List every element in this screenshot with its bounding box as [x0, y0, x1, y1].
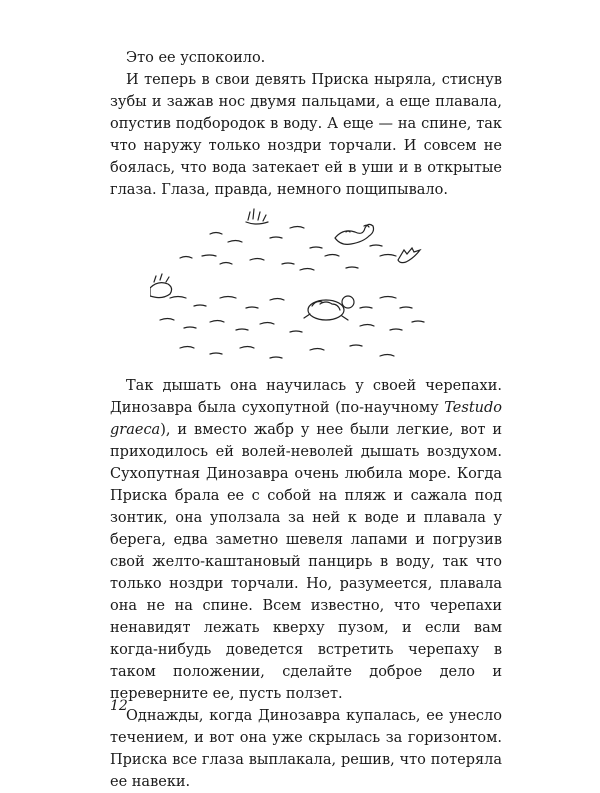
paragraph-2: И теперь в свои девять Приска ныряла, стиснув зубы и зажав нос двумя пальцами, а еще плавала, опустив подбородок в воду. А еще — на спине, так что наружу только ноздри торчали. И совсем не боялась, что вода затекает ей в уши и в открытые глаза. Глаза, правда, немного пощипывало. — [110, 72, 502, 198]
paragraph-3-latin-name: Testudo graeca — [110, 400, 502, 438]
paragraph-3-after: ), и вместо жабр у нее были легкие, вот и приходилось ей волей-неволей дышать воздухом. Сухопутная Динозавра очень любила море. Когда Приска брала ее с собой на пляж и сажала под зонтик, она уползала за ней к воде и плавала у берега, едва заметно шевеля лапами и погрузив свой желто-каштановый панцирь в воду, так что только ноздри торчали. Но, разумеется, плавала она не на спине. Всем известно, что черепахи ненавидят лежать кверху пузом, и если вам когда-нибудь доведется встретить черепаху в таком положении, сделайте доброе дело и переверните ее, пусть ползет. — [110, 422, 502, 702]
paragraph-4: Однажды, когда Динозавра купалась, ее унесло течением, и вот она уже скрылась за горизонтом. Приска все глаза выплакала, решив, что потеряла ее навеки. — [110, 708, 502, 790]
bottom-text-block — [110, 375, 502, 793]
paragraph-3-before: Так дышать она научилась у своей черепахи. Динозавра была сухопутной (по-научному — [110, 378, 502, 416]
page-number: 12 — [110, 698, 128, 714]
swimming-sketch-icon — [150, 198, 450, 368]
top-text-block — [110, 47, 502, 201]
paragraph-3 — [110, 375, 502, 705]
swimming-illustration — [150, 198, 450, 368]
paragraph-1: Это ее успокоило. — [126, 50, 266, 66]
